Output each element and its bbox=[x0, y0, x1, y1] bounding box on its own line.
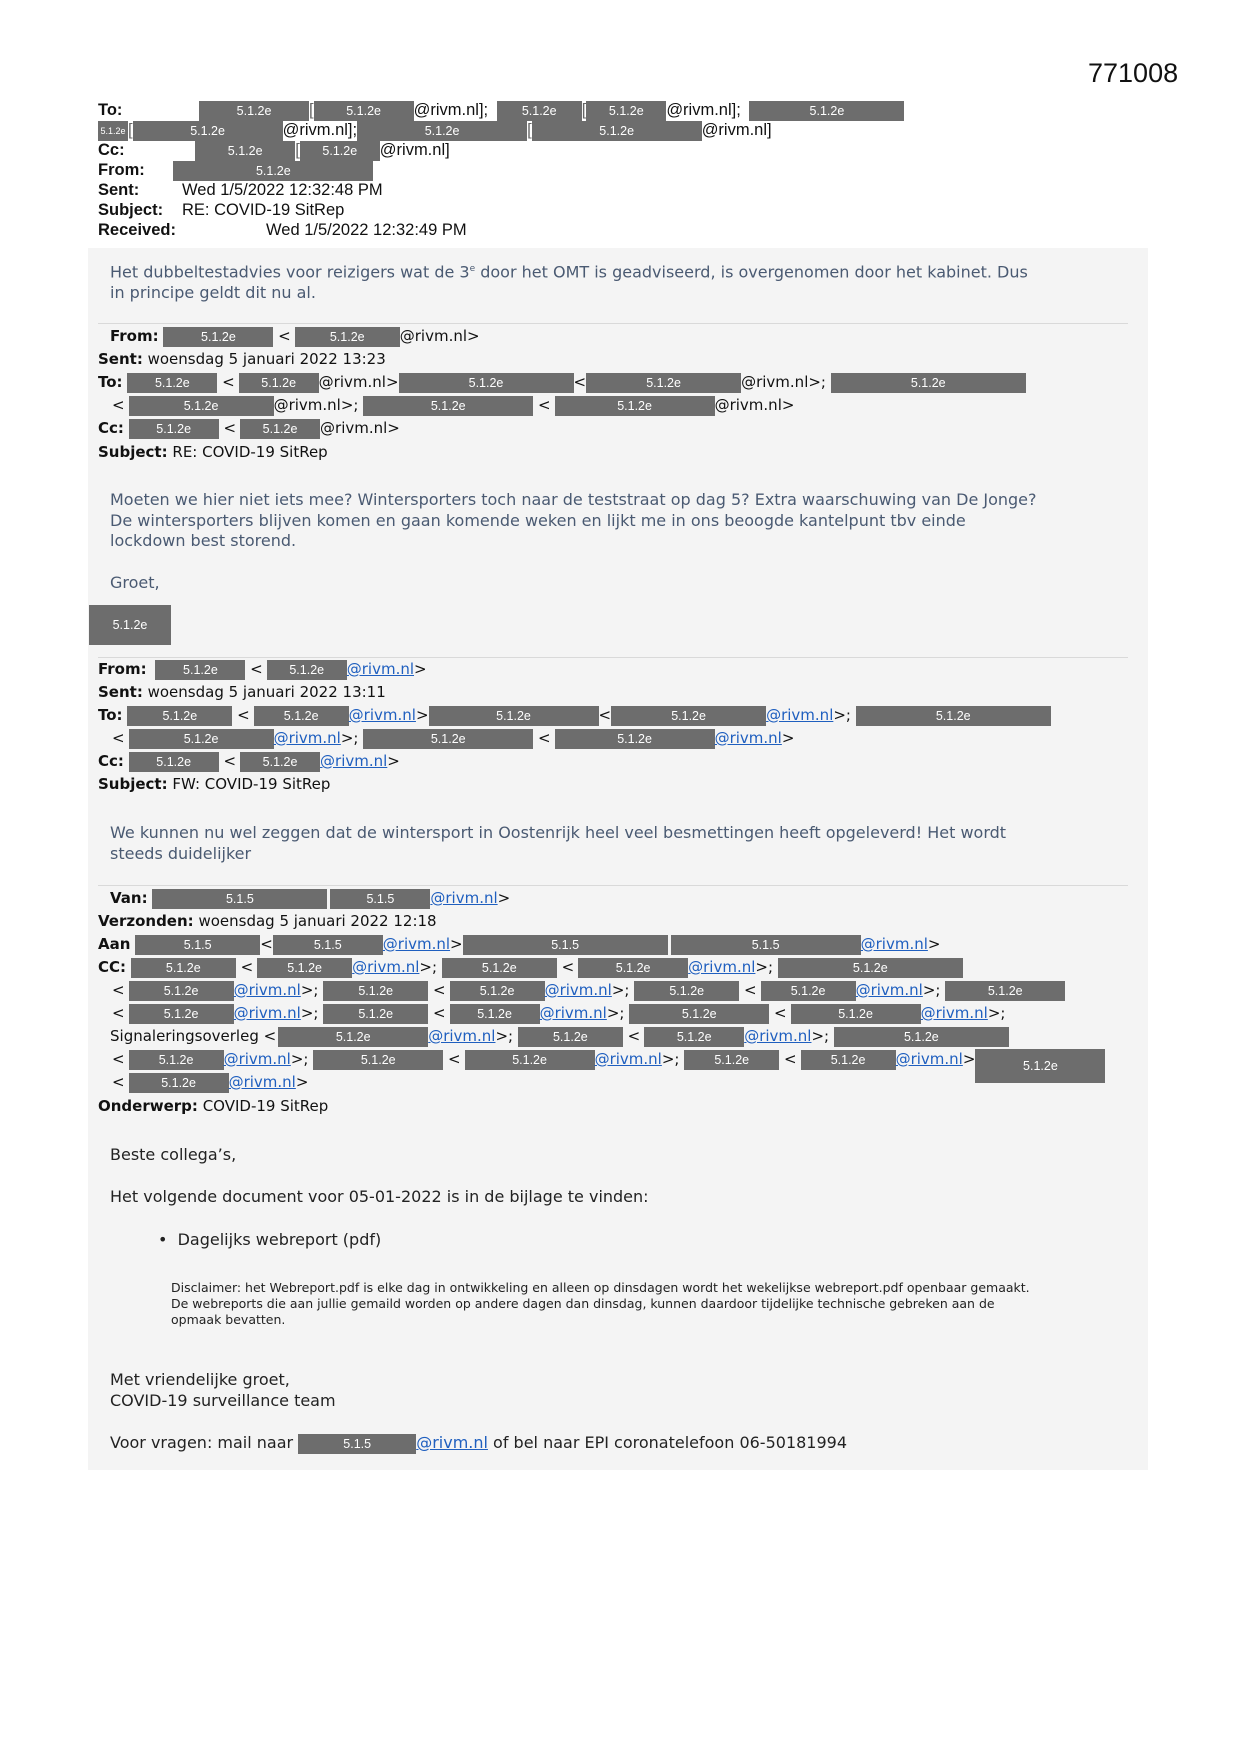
contact-suffix: of bel naar EPI coronatelefoon 06-50181994 bbox=[487, 1433, 848, 1452]
redaction: 5.1.2e bbox=[532, 121, 702, 141]
redaction: 5.1.2e bbox=[129, 729, 274, 749]
text: door het OMT is geadviseerd, is overgenomen door het kabinet. Dus bbox=[475, 262, 1028, 282]
bullet-dot-icon: • bbox=[158, 1230, 178, 1249]
redaction: 5.1.2e bbox=[257, 958, 352, 978]
email2-body-line: lockdown best storend. bbox=[110, 531, 297, 550]
redaction: 5.1.2e bbox=[131, 958, 236, 978]
disclaimer-line: opmaak bevatten. bbox=[171, 1312, 286, 1327]
email1-to-row: To: 5.1.2e [ 5.1.2e @rivm.nl]; 5.1.2e [ 5.1.2e @rivm.nl]; 5.1.2e bbox=[98, 100, 904, 121]
disclaimer bbox=[171, 1280, 1131, 1328]
subject-label: Subject: bbox=[98, 775, 168, 793]
redaction: 5.1.2e bbox=[555, 729, 715, 749]
email-link[interactable]: @rivm.nl bbox=[855, 981, 923, 999]
email3-subject-row bbox=[98, 774, 330, 794]
redaction: 5.1.2e bbox=[173, 161, 373, 181]
email-link[interactable]: @rivm.nl bbox=[223, 1050, 291, 1068]
received-label: Received: bbox=[98, 221, 176, 239]
email3-body-line: steeds duidelijker bbox=[110, 843, 252, 863]
email-link[interactable]: @rivm.nl bbox=[594, 1050, 662, 1068]
redaction: 5.1.2e bbox=[791, 1004, 921, 1024]
email4-to-row: Aan 5.1.5 < 5.1.5 @rivm.nl> 5.1.5 5.1.5 @rivm.nl> bbox=[98, 935, 941, 953]
email4-intro: Het volgende document voor 05-01-2022 is in de bijlage te vinden: bbox=[110, 1187, 649, 1206]
to-label: To: bbox=[98, 706, 123, 724]
disclaimer-line: Disclaimer: het Webreport.pdf is elke dag in ontwikkeling en alleen op dinsdagen wordt het wekelijkse webreport.pdf openbaar gemaakt. bbox=[171, 1280, 1030, 1295]
subject-label: Subject: bbox=[98, 201, 164, 219]
redaction: 5.1.2e bbox=[129, 1004, 234, 1024]
redaction: 5.1.2e bbox=[749, 101, 904, 121]
redaction: 5.1.2e bbox=[323, 1004, 428, 1024]
email3-to-row: To: 5.1.2e < 5.1.2e @rivm.nl> 5.1.2e < 5.1.2e @rivm.nl>; 5.1.2e bbox=[98, 705, 1051, 726]
redaction: 5.1.2e bbox=[295, 327, 400, 347]
email-domain: @rivm.nl> bbox=[320, 419, 400, 437]
redaction: 5.1.2e bbox=[323, 981, 428, 1001]
email-link[interactable]: @rivm.nl bbox=[382, 935, 451, 953]
sent-label: Sent: bbox=[98, 683, 143, 701]
received-value: Wed 1/5/2022 12:32:49 PM bbox=[266, 221, 467, 239]
from-label: From: bbox=[110, 327, 159, 345]
email-link[interactable]: @rivm.nl bbox=[233, 981, 301, 999]
redaction: 5.1.2e bbox=[975, 1049, 1105, 1083]
email-domain: @rivm.nl>; bbox=[741, 373, 826, 391]
email-link[interactable]: @rivm.nl bbox=[228, 1073, 296, 1091]
redaction: 5.1.2e bbox=[195, 141, 295, 161]
email1-body bbox=[110, 259, 1140, 303]
email3-sent-row bbox=[98, 682, 386, 702]
email2-cc-row: Cc: 5.1.2e < 5.1.2e @rivm.nl> bbox=[98, 419, 400, 437]
email1-to-row2: 5.1.2e [ 5.1.2e @rivm.nl]; 5.1.2e [ 5.1.2e @rivm.nl] bbox=[98, 120, 772, 141]
sent-label: Sent: bbox=[98, 181, 140, 199]
redaction: 5.1.2e bbox=[155, 660, 245, 680]
email3-cc-row: Cc: 5.1.2e < 5.1.2e @rivm.nl> bbox=[98, 752, 400, 770]
email1-cc-row: Cc: 5.1.2e [ 5.1.2e @rivm.nl] bbox=[98, 141, 450, 159]
redaction: 5.1.2e bbox=[834, 1027, 1009, 1047]
email2-greeting: Groet, bbox=[110, 573, 160, 592]
sent-label: Sent: bbox=[98, 350, 143, 368]
email-link[interactable]: @rivm.nl bbox=[346, 660, 415, 678]
to-label: To: bbox=[98, 101, 123, 119]
redaction: 5.1.2e bbox=[129, 752, 219, 772]
redaction: 5.1.2e bbox=[761, 981, 856, 1001]
email-domain: @rivm.nl] bbox=[701, 121, 772, 139]
redaction: 5.1.2e bbox=[199, 101, 309, 121]
email4-cc-row6: < 5.1.2e @rivm.nl> bbox=[112, 1073, 309, 1091]
email-link[interactable]: @rivm.nl bbox=[744, 1027, 812, 1045]
email2-from-row: From: 5.1.2e < 5.1.2e @rivm.nl> bbox=[110, 327, 480, 345]
email-domain: @rivm.nl]; bbox=[666, 101, 741, 119]
disclaimer-line: De webreports die aan jullie gemaild worden op andere dagen dan dinsdag, kunnen daardoor tijdelijke technische gebreken aan de bbox=[171, 1296, 995, 1311]
email-domain: @rivm.nl]; bbox=[282, 121, 358, 139]
email2-body bbox=[110, 490, 1140, 552]
redaction: 5.1.2e bbox=[363, 396, 533, 416]
subject-label: Onderwerp: bbox=[98, 1097, 198, 1115]
email-link[interactable]: @rivm.nl bbox=[895, 1050, 963, 1068]
email-link[interactable]: @rivm.nl bbox=[688, 958, 756, 976]
cc-label: Cc: bbox=[98, 752, 124, 770]
subject-value: COVID-19 SitRep bbox=[202, 1097, 329, 1115]
redaction: 5.1.2e bbox=[578, 958, 688, 978]
redaction: 5.1.2e bbox=[611, 706, 766, 726]
redaction: 5.1.2e bbox=[363, 729, 533, 749]
redaction: 5.1.2e bbox=[129, 981, 234, 1001]
redaction: 5.1.2e bbox=[300, 141, 380, 161]
redaction: 5.1.2e bbox=[429, 706, 599, 726]
email4-from-row: Van: 5.1.5 5.1.5 @rivm.nl> bbox=[110, 889, 511, 907]
redaction: 5.1.5 bbox=[152, 889, 327, 909]
redaction: 5.1.2e bbox=[644, 1027, 744, 1047]
email-link[interactable]: @rivm.nl bbox=[766, 706, 834, 724]
redaction: 5.1.5 bbox=[298, 1434, 416, 1454]
redaction: 5.1.2e bbox=[129, 1050, 224, 1070]
closing-line: COVID-19 surveillance team bbox=[110, 1390, 336, 1410]
separator bbox=[98, 885, 1128, 886]
text: Het dubbeltestadvies voor reizigers wat de 3 bbox=[110, 262, 470, 282]
redaction: 5.1.2e bbox=[313, 1050, 443, 1070]
email4-salutation: Beste collega’s, bbox=[110, 1145, 237, 1164]
redaction: 5.1.2e bbox=[555, 396, 715, 416]
redaction: 5.1.2e bbox=[586, 373, 741, 393]
email2-body-line: De wintersporters blijven komen en gaan komende weken en lijkt me in ons beoogde kantelpunt tbv einde bbox=[110, 510, 966, 530]
email1-received-row bbox=[98, 220, 467, 240]
from-label: From: bbox=[98, 161, 145, 179]
email4-cc-row: CC: 5.1.2e < 5.1.2e @rivm.nl>; 5.1.2e < 5.1.2e @rivm.nl>; 5.1.2e bbox=[98, 957, 963, 978]
email3-from-row: From: 5.1.2e < 5.1.2e @rivm.nl> bbox=[98, 660, 427, 678]
email-domain: @rivm.nl] bbox=[379, 141, 450, 159]
redaction: 5.1.2e bbox=[278, 1027, 428, 1047]
separator bbox=[98, 323, 1128, 324]
sent-value: woensdag 5 januari 2022 12:18 bbox=[198, 912, 437, 930]
email4-cc-row3: < 5.1.2e @rivm.nl>; 5.1.2e < 5.1.2e @rivm.nl>; 5.1.2e < 5.1.2e @rivm.nl>; bbox=[112, 1004, 1006, 1022]
redaction: 5.1.2e bbox=[634, 981, 739, 1001]
cc-label: CC: bbox=[98, 958, 127, 976]
redaction: 5.1.2e bbox=[129, 1073, 229, 1093]
to-label: Aan bbox=[98, 935, 131, 953]
email-link[interactable]: @rivm.nl bbox=[273, 729, 341, 747]
email3-body bbox=[110, 823, 1140, 864]
redaction: 5.1.2e bbox=[240, 419, 320, 439]
redaction: 5.1.2e bbox=[518, 1027, 623, 1047]
redaction: 5.1.2e bbox=[945, 981, 1065, 1001]
email2-to-row2: < 5.1.2e @rivm.nl>; 5.1.2e < 5.1.2e @rivm.nl> bbox=[112, 396, 795, 414]
email3-to-row2: < 5.1.2e @rivm.nl>; 5.1.2e < 5.1.2e @rivm.nl> bbox=[112, 729, 795, 747]
email1-from-row bbox=[98, 160, 373, 181]
email1-body-line: in principe geldt dit nu al. bbox=[110, 282, 316, 302]
redaction: 5.1.2e bbox=[357, 121, 527, 141]
subject-value: FW: COVID-19 SitRep bbox=[172, 775, 331, 793]
subject-value: RE: COVID-19 SitRep bbox=[172, 443, 328, 461]
email2-body-line: Moeten we hier niet iets mee? Wintersporters toch naar de teststraat op dag 5? Extra waarschuwing van De Jonge? bbox=[110, 490, 1037, 509]
email1-sent-row bbox=[98, 180, 383, 200]
redaction: 5.1.2e bbox=[98, 121, 128, 141]
redaction: 5.1.2e bbox=[133, 121, 283, 141]
email-domain: @rivm.nl>; bbox=[273, 396, 359, 414]
closing-line: Met vriendelijke groet, bbox=[110, 1370, 290, 1389]
email4-sent-row bbox=[98, 911, 437, 931]
email-link[interactable]: @rivm.nl bbox=[430, 889, 498, 907]
redaction: 5.1.2e bbox=[586, 101, 666, 121]
redaction: 5.1.2e bbox=[801, 1050, 896, 1070]
sent-label: Verzonden: bbox=[98, 912, 194, 930]
from-label: Van: bbox=[110, 889, 148, 907]
redaction: 5.1.2e bbox=[442, 958, 557, 978]
redaction: 5.1.2e bbox=[831, 373, 1026, 393]
email-link[interactable]: @rivm.nl bbox=[920, 1004, 988, 1022]
contact-prefix: Voor vragen: mail naar bbox=[110, 1433, 294, 1452]
email2-subject-row bbox=[98, 442, 328, 462]
redaction: 5.1.2e bbox=[267, 660, 347, 680]
redaction: 5.1.2e bbox=[450, 1004, 540, 1024]
redaction: 5.1.2e bbox=[163, 327, 273, 347]
redaction: 5.1.2e bbox=[127, 373, 217, 393]
redaction: 5.1.2e bbox=[239, 373, 319, 393]
redaction: 5.1.2e bbox=[254, 706, 349, 726]
redaction: 5.1.2e bbox=[465, 1050, 595, 1070]
redaction: 5.1.2e bbox=[240, 752, 320, 772]
attachment-label: Dagelijks webreport (pdf) bbox=[177, 1230, 382, 1249]
email-link[interactable]: @rivm.nl bbox=[428, 1027, 496, 1045]
to-label: To: bbox=[98, 373, 123, 391]
redaction: 5.1.2e bbox=[399, 373, 574, 393]
email-domain: @rivm.nl> bbox=[714, 396, 795, 414]
redaction: 5.1.5 bbox=[671, 935, 861, 955]
cc-label: Cc: bbox=[98, 419, 124, 437]
email-domain: @rivm.nl> bbox=[318, 373, 399, 391]
redaction: 5.1.2e bbox=[127, 706, 232, 726]
redaction: 5.1.2e bbox=[856, 706, 1051, 726]
redaction: 5.1.2e bbox=[129, 419, 219, 439]
sent-value: woensdag 5 januari 2022 13:11 bbox=[147, 683, 386, 701]
email3-body-line: We kunnen nu wel zeggen dat de wintersport in Oostenrijk heel veel besmettingen heeft opgeleverd! Het wordt bbox=[110, 823, 1007, 842]
email1-subject-row bbox=[98, 200, 344, 220]
email-link[interactable]: @rivm.nl bbox=[348, 706, 416, 724]
email-link[interactable]: @rivm.nl bbox=[320, 752, 388, 770]
email-link[interactable]: @rivm.nl bbox=[233, 1004, 301, 1022]
redaction: 5.1.2e bbox=[629, 1004, 769, 1024]
closing bbox=[110, 1370, 1140, 1411]
email-domain: @rivm.nl> bbox=[399, 327, 480, 345]
redaction: 5.1.2e bbox=[684, 1050, 779, 1070]
redaction: 5.1.2e bbox=[450, 981, 545, 1001]
email-link[interactable]: @rivm.nl bbox=[544, 981, 612, 999]
sent-value: Wed 1/5/2022 12:32:48 PM bbox=[182, 181, 383, 199]
redaction: 5.1.2e bbox=[129, 396, 274, 416]
redaction: 5.1.5 bbox=[330, 889, 430, 909]
attachment-bullet bbox=[158, 1230, 381, 1249]
email4-cc-row4: Signaleringsoverleg < 5.1.2e @rivm.nl>; 5.1.2e < 5.1.2e @rivm.nl>; 5.1.2e bbox=[110, 1026, 1009, 1047]
email-link[interactable]: @rivm.nl bbox=[860, 935, 928, 953]
superscript: e bbox=[469, 264, 476, 274]
email-link[interactable]: @rivm.nl bbox=[352, 958, 420, 976]
redaction: 5.1.2e bbox=[89, 605, 171, 645]
subject-value: RE: COVID-19 SitRep bbox=[182, 201, 345, 219]
email-link[interactable]: @rivm.nl bbox=[714, 729, 782, 747]
email2-to-row: To: 5.1.2e < 5.1.2e @rivm.nl> 5.1.2e < 5.1.2e @rivm.nl>; 5.1.2e bbox=[98, 372, 1026, 393]
page-number: 771008 bbox=[1088, 58, 1179, 88]
redaction: 5.1.2e bbox=[314, 101, 414, 121]
email4-subject-row bbox=[98, 1096, 328, 1116]
email4-cc-row2: < 5.1.2e @rivm.nl>; 5.1.2e < 5.1.2e @rivm.nl>; 5.1.2e < 5.1.2e @rivm.nl>; 5.1.2e bbox=[112, 980, 1065, 1001]
redaction: 5.1.2e bbox=[497, 101, 582, 121]
email-link[interactable]: @rivm.nl bbox=[416, 1433, 488, 1452]
redaction: 5.1.2e bbox=[778, 958, 963, 978]
sent-value: woensdag 5 januari 2022 13:23 bbox=[147, 350, 386, 368]
email2-sent-row bbox=[98, 349, 386, 369]
group-name: Signaleringsoverleg bbox=[110, 1027, 259, 1045]
email4-cc-row5: < 5.1.2e @rivm.nl>; 5.1.2e < 5.1.2e @rivm.nl>; 5.1.2e < 5.1.2e @rivm.nl> 5.1.2e bbox=[112, 1049, 1105, 1083]
separator bbox=[98, 657, 1128, 658]
redaction: 5.1.5 bbox=[463, 935, 668, 955]
cc-label: Cc: bbox=[98, 141, 125, 159]
redaction: 5.1.5 bbox=[273, 935, 383, 955]
contact-line bbox=[110, 1433, 1140, 1454]
redaction: 5.1.5 bbox=[135, 935, 260, 955]
signature-redaction bbox=[89, 605, 171, 645]
from-label: From: bbox=[98, 660, 147, 678]
email1-body-line bbox=[110, 259, 1140, 283]
email-domain: @rivm.nl]; bbox=[413, 101, 489, 119]
subject-label: Subject: bbox=[98, 443, 168, 461]
email-link[interactable]: @rivm.nl bbox=[539, 1004, 607, 1022]
